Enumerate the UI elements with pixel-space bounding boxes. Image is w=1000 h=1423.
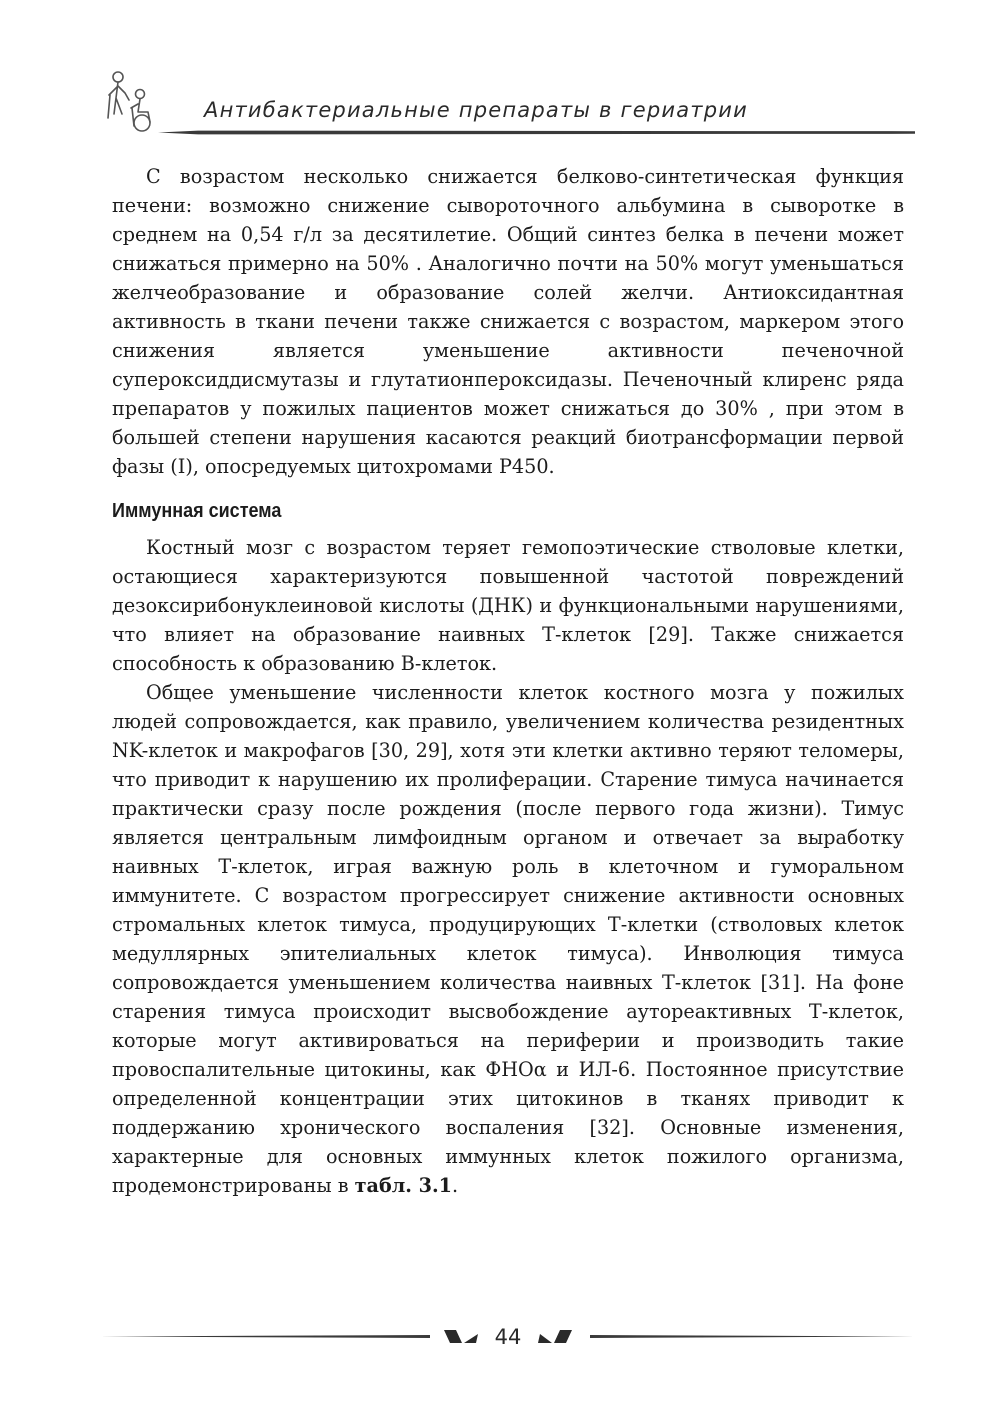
footer-rule-left [100,1335,430,1338]
section-heading: Иммунная система [112,500,282,522]
footer-ornament-left-icon [442,1328,480,1345]
elderly-people-logo-icon [100,68,162,134]
running-title: Антибактериальные препараты в гериатрии [204,98,748,122]
footer-rule-right [590,1335,915,1338]
running-header [100,68,915,140]
page-number: 44 [494,1325,522,1349]
body-paragraph: Костный мозг с возрастом теряет гемопоэтические стволовые клетки, остающиеся характеризуются повышенной частотой повреждений дезоксирибонуклеиновой кислоты (ДНК) и функциональными нарушениями, что влияет на образование наивных Т-клеток [29]. Также снижается способность к образованию В-клеток. [112,536,904,675]
footer-ornament-right-icon [536,1328,574,1345]
header-rule [158,130,915,135]
body-paragraph [112,678,904,1200]
page-body [112,162,904,1200]
table-reference: табл. 3.1 [354,1174,453,1197]
paragraph-text: Общее уменьшение численности клеток костного мозга у пожилых людей сопровождается, как правило, увеличением количества резидентных NK-клеток и макрофагов [30, 29], хотя эти клетки активно теряют теломеры, что приводит к нарушению их пролиферации. Старение тимуса начинается практически сразу после рождения (после первого года жизни). Тимус является центральным лимфоидным органом и отвечает за выработку наивных Т-клеток, играя важную роль в клеточном и гуморальном иммунитете. С возрастом прогрессирует снижение активности основных стромальных клеток тимуса, продуцирующих Т-клетки (стволовых клеток медуллярных эпителиальных клеток тимуса). Инволюция тимуса сопровождается уменьшением количества наивных Т-клеток [31]. На фоне старения тимуса происходит высвобождение аутореактивных Т-клеток, которые могут активироваться на периферии и производить такие провоспалительные цитокины, как ФНОα и ИЛ-6. Постоянное присутствие определенной концентрации этих цитокинов в тканях приводит к поддержанию хронического воспаления [32]. Основные изменения, характерные для основных иммунных клеток пожилого организма, продемонстрированы в [112,681,904,1197]
body-paragraph: С возрастом несколько снижается белково-синтетическая функция печени: возможно снижение сывороточного альбумина в сыворотке в среднем на 0,54 г/л за десятилетие. Общий синтез белка в печени может снижаться примерно на 50% . Аналогично почти на 50% могут уменьшаться желчеобразование и образование солей желчи. Антиоксидантная активность в ткани печени также снижается с возрастом, маркером этого снижения является уменьшение активности печеночной супероксиддисмутазы и глутатионпероксидазы. Печеночный клиренс ряда препаратов у пожилых пациентов может снижаться до 30% , при этом в большей степени нарушения касаются реакций биотрансформации первой фазы (I), опосредуемых цитохромами Р450. [112,165,904,478]
page-footer [100,1322,915,1352]
paragraph-end: . [452,1174,459,1197]
